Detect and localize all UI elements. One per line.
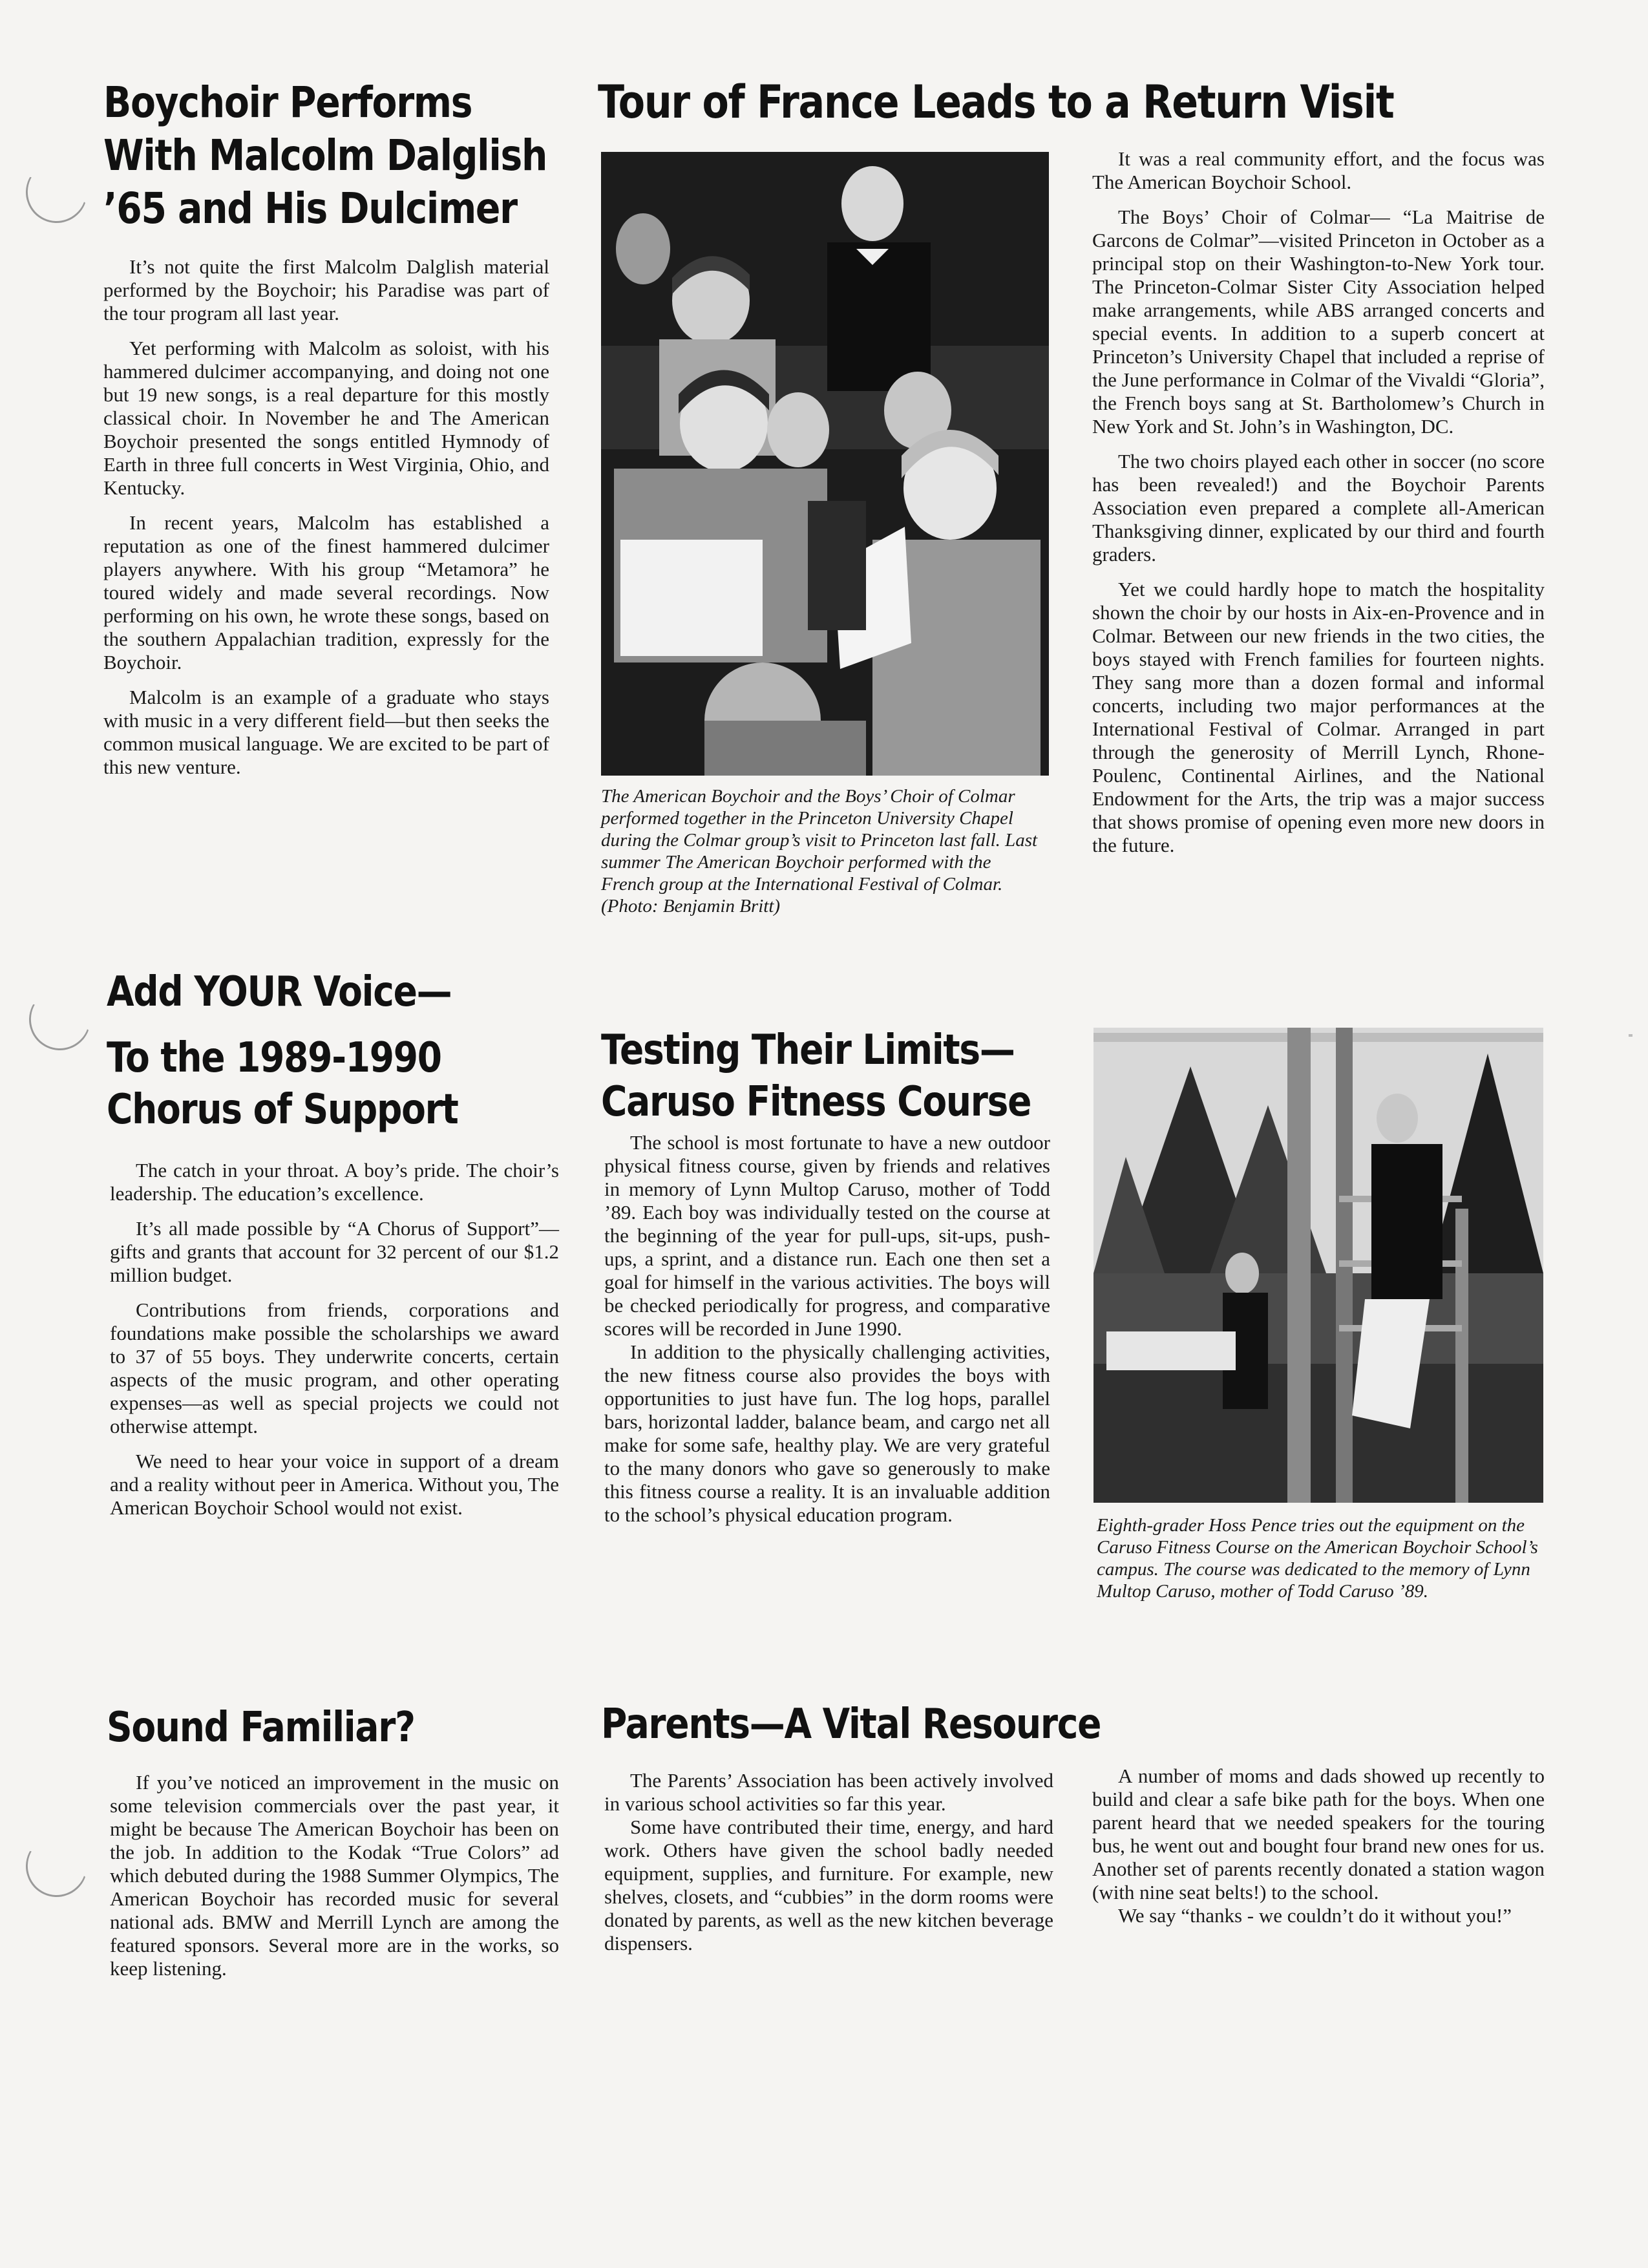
paragraph: Malcolm is an example of a graduate who stays with music in a very different field—but then seeks the common musical language. We are excited to be part of this new venture.	[103, 686, 549, 778]
binder-hole-bottom	[17, 1827, 96, 1906]
paragraph: In addition to the physically challenging activities, the new fitness course also provides the boys with opportunities to just have fun. The log hops, parallel bars, horizontal ladder, balance beam, and cargo net all make for some safe, healthy play. We are very grateful to the many donors who gave so generously to make this fitness course a reality. It is an invaluable addition to the school’s physical education program.	[604, 1341, 1050, 1526]
article-voice	[107, 966, 572, 1136]
article-fitness-title-line2: Caruso Fitness Course	[601, 1078, 1031, 1126]
paragraph: The catch in your throat. A boy’s pride. The choir’s leadership. The education’s excellence.	[110, 1159, 559, 1205]
paragraph: The two choirs played each other in soccer (no score has been revealed!) and the Boychoir Parents Association even prepared a complete all-American Thanksgiving dinner, explicated by our third and fourth graders.	[1092, 450, 1545, 566]
paragraph: Contributions from friends, corporations and foundations make possible the scholarships we award to 37 of 55 boys. They underwrite concerts, certain aspects of the music program, and other operating expenses—as well as special projects we could not otherwise attempt.	[110, 1298, 559, 1437]
paragraph: It’s all made possible by “A Chorus of Support”—gifts and grants that account for 32 percent of our $1.2 million budget.	[110, 1217, 559, 1286]
fitness-photo-caption: Eighth-grader Hoss Pence tries out the equipment on the Caruso Fitness Course on the American Boychoir School’s campus. The course was dedicated to the memory of Lynn Multop Caruso, mother of Todd Caruso ’89.	[1097, 1515, 1538, 1602]
article-fitness-body	[604, 1131, 1050, 1538]
article-familiar-body	[110, 1771, 559, 1992]
paragraph: If you’ve noticed an improvement in the music on some television commercials over the past year, it might be because The American Boychoir has been on the job. In addition to the Kodak “True Colors” ad which debuted during the 1988 Summer Olympics, The American Boychoir has recorded music for several national ads. BMW and Merrill Lynch are among the featured sponsors. Several more are in the works, so keep listening.	[110, 1771, 559, 1980]
article-dalglish-body	[103, 255, 549, 790]
paragraph: The Parents’ Association has been actively involved in various school activities so far this year.	[604, 1769, 1053, 1815]
paragraph: Some have contributed their time, energy, and hard work. Others have given the school badly needed equipment, supplies, and furniture. For example, new shelves, closets, and “cubbies” in the dorm rooms were donated by parents, as well as the new kitchen beverage dispensers.	[604, 1816, 1053, 1955]
article-fitness-title-line1: Testing Their Limits—	[601, 1026, 1015, 1074]
paragraph: It’s not quite the first Malcolm Dalglish material performed by the Boychoir; his Paradise was part of the tour program all last year.	[103, 255, 549, 324]
article-voice-body	[110, 1159, 559, 1531]
binder-hole-top	[17, 153, 96, 232]
article-dalglish	[103, 76, 549, 235]
article-familiar-title: Sound Familiar?	[107, 1704, 415, 1752]
paragraph: The Boys’ Choir of Colmar— “La Maitrise de Garcons de Colmar”—visited Princeton in October as a principal stop on their Washington-to-New York tour. The Princeton-Colmar Sister City Association helped make arrangements, while ABS arranged concerts and special events. In addition to a superb concert at Princeton’s University Chapel that included a reprise of the June performance in Colmar of the Vivaldi “Gloria”, the French boys sang at St. Bartholomew’s Church in New York and St. John’s in Washington, DC.	[1092, 206, 1545, 438]
article-france-title: Tour of France Leads to a Return Visit	[598, 76, 1394, 129]
article-france-body	[1092, 147, 1545, 869]
paragraph: Yet we could hardly hope to match the hospitality shown the choir by our hosts in Aix-en-Provence and in Colmar. Between our new friends in the two cities, the boys stayed with French families for fourteen nights. They sang more than a dozen formal and informal concerts, including two major performances at the International Festival of Colmar. Arranged in part through the generosity of Merrill Lynch, Rhone-Poulenc, Continental Airlines, and the National Endowment for the Arts, the trip was a major success that shows promise of opening even more new doors in the future.	[1092, 578, 1545, 856]
article-dalglish-title: Boychoir Performs With Malcolm Dalglish ’65 and His Dulcimer	[103, 78, 547, 233]
fitness-photo	[1093, 1028, 1543, 1503]
article-fitness	[601, 1024, 1066, 1128]
page-edge-mark	[1629, 1034, 1632, 1037]
choir-photo-caption: The American Boychoir and the Boys’ Choir of Colmar performed together in the Princeton University Chapel during the Colmar group’s visit to Princeton last fall. Last summer The American Boychoir performed with the French group at the International Festival of Colmar. (Photo: Benjamin Britt)	[601, 786, 1038, 917]
choir-photo	[601, 152, 1049, 776]
paragraph: We need to hear your voice in support of a dream and a reality without peer in America. Without you, The American Boychoir School would not exist.	[110, 1450, 559, 1519]
paragraph: The school is most fortunate to have a new outdoor physical fitness course, given by friends and relatives in memory of Lynn Multop Caruso, mother of Todd ’89. Each boy was individually tested on the course at the beginning of the year for pull-ups, sit-ups, push-ups, a sprint, and a distance run. Each one then set a goal for himself in the various activities. The boys will be checked periodically for progress, and comparative scores will be recorded in June 1990.	[604, 1131, 1050, 1340]
article-parents-body-left	[604, 1769, 1053, 1967]
article-voice-title-line1: Add YOUR Voice—	[107, 968, 452, 1016]
article-parents-title: Parents—A Vital Resource	[601, 1701, 1101, 1748]
paragraph: A number of moms and dads showed up recently to build and clear a safe bike path for the boys. When one parent heard that we needed speakers for the touring bus, he went out and bought four brand new ones for us. Another set of parents recently donated a station wagon (with nine seat belts!) to the school.	[1092, 1765, 1545, 1903]
binder-hole-middle	[21, 980, 100, 1059]
article-voice-title-line3: Chorus of Support	[107, 1086, 458, 1134]
paragraph: We say “thanks - we couldn’t do it without you!”	[1118, 1904, 1512, 1927]
paragraph: It was a real community effort, and the focus was The American Boychoir School.	[1092, 147, 1545, 193]
article-voice-title-line2: To the 1989-1990	[107, 1034, 441, 1082]
article-parents-body-right	[1092, 1765, 1545, 1939]
paragraph: In recent years, Malcolm has established a reputation as one of the finest hammered dulcimer players anywhere. With his group “Metamora” he toured widely and made several recordings. Now performing on his own, he wrote these songs, based on the southern Appalachian tradition, expressly for the Boychoir.	[103, 511, 549, 673]
paragraph: Yet performing with Malcolm as soloist, with his hammered dulcimer accompanying, and doing not one but 19 new songs, is a real departure for this mostly classical choir. In November he and The American Boychoir presented the songs entitled Hymnody of Earth in three full concerts in West Virginia, Ohio, and Kentucky.	[103, 337, 549, 499]
